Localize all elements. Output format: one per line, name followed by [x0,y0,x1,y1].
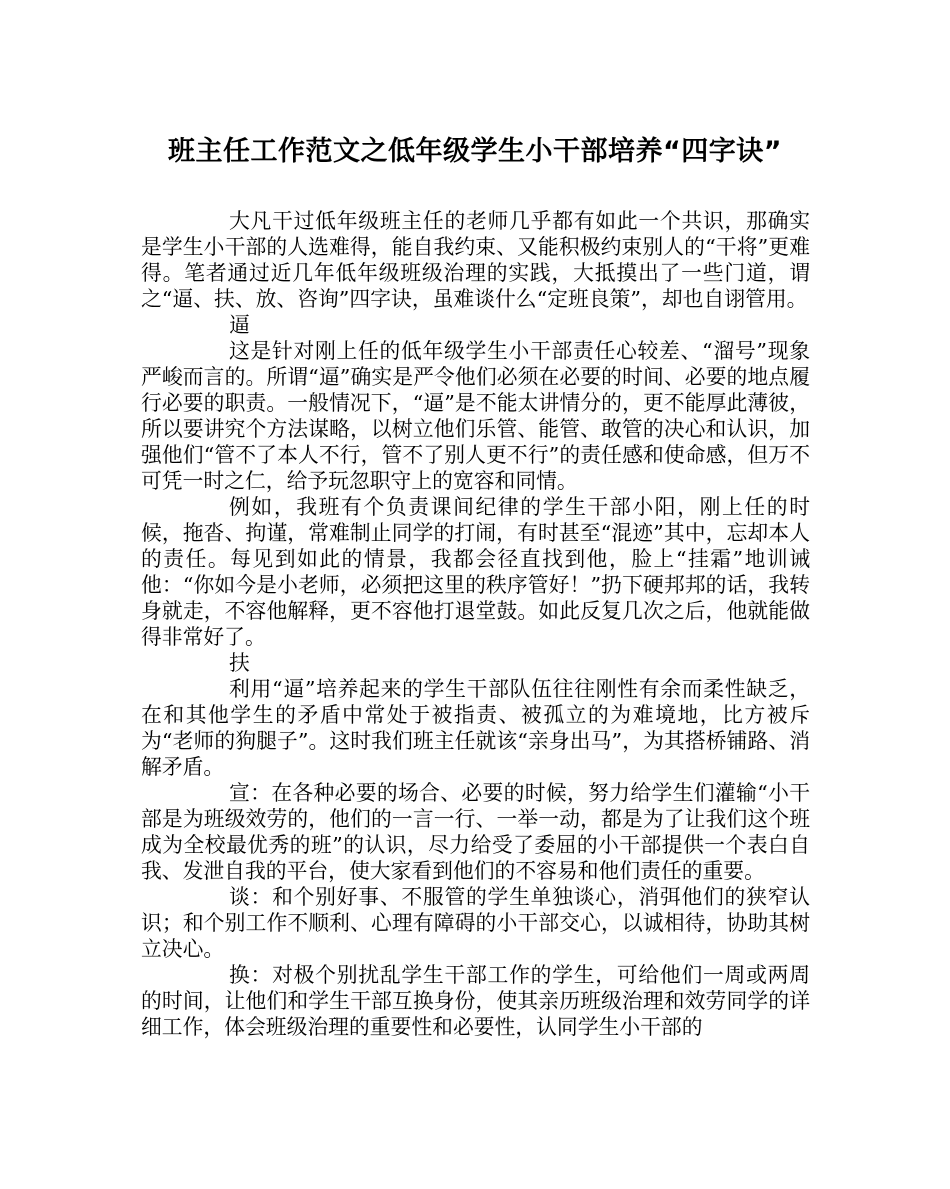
section-heading-bi: 逼 [229,313,250,337]
paragraph-intro: 大凡干过低年级班主任的老师几乎都有如此一个共识，那确实是学生小干部的人选难得，能自我约束、又能积极约束别人的“干将”更难得。笔者通过近几年低年级班级治理的实践，大抵摸出了一些门道，谓之“逼、扶、放、咨询”四字诀，虽难谈什么“定班良策”，却也自诩管用。 [141,209,810,311]
paragraph-bi-explanation: 这是针对刚上任的低年级学生小干部责任心较差、“溜号”现象严峻而言的。所谓“逼”确实是严令他们必须在必要的时间、必要的地点履行必要的职责。一般情况下，“逼”是不能太讲情分的，更不能厚此薄彼，所以要讲究个方法谋略，以树立他们乐管、能管、敢管的决心和认识，加强他们“管不了本人不行，管不了别人更不行”的责任感和使命感，但万不可凭一时之仁，给予玩忽职守上的宽容和同情。 [141,339,810,493]
paragraph-tan: 谈：和个别好事、不服管的学生单独谈心，消弭他们的狭窄认识；和个别工作不顺利、心理有障碍的小干部交心，以诚相待，协助其树立决心。 [141,885,810,961]
document-title: 班主任工作范文之低年级学生小干部培养“四字诀” [168,136,782,167]
paragraph-xuan: 宣：在各种必要的场合、必要的时候，努力给学生们灌输“小干部是为班级效劳的，他们的一言一行、一举一动，都是为了让我们这个班成为全校最优秀的班”的认识，尽力给受了委屈的小干部提供一个表白自我、发泄自我的平台，使大家看到他们的不容易和他们责任的重要。 [141,781,810,883]
paragraph-bi-example: 例如，我班有个负责课间纪律的学生干部小阳，刚上任的时候，拖沓、拘谨，常难制止同学的打闹，有时甚至“混迹”其中，忘却本人的责任。每见到如此的情景，我都会径直找到他，脸上“挂霜”地训诫他：“你如今是小老师，必须把这里的秩序管好！”扔下硬邦邦的话，我转身就走，不容他解释，更不容他打退堂鼓。如此反复几次之后，他就能做得非常好了。 [141,495,810,649]
document-body [141,208,810,1040]
section-heading-fu: 扶 [229,651,250,675]
paragraph-huan: 换：对极个别扰乱学生干部工作的学生，可给他们一周或两周的时间，让他们和学生干部互换身份，使其亲历班级治理和效劳同学的详细工作，体会班级治理的重要性和必要性，认同学生小干部的 [141,963,810,1039]
paragraph-fu-explanation: 利用“逼”培养起来的学生干部队伍往往刚性有余而柔性缺乏，在和其他学生的矛盾中常处于被指责、被孤立的为难境地，比方被斥为“老师的狗腿子”。这时我们班主任就该“亲身出马”，为其搭桥铺路、消解矛盾。 [141,677,810,779]
